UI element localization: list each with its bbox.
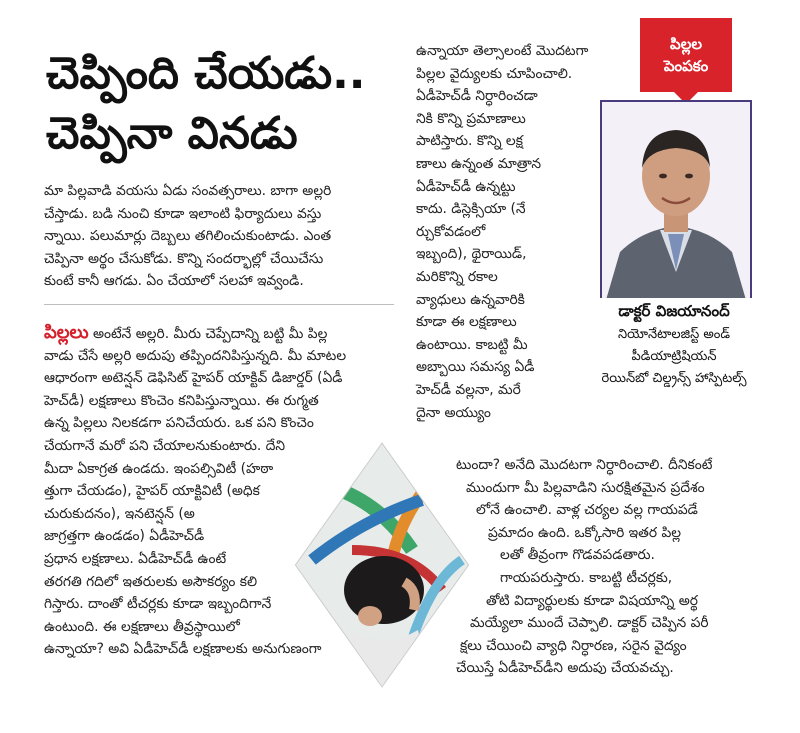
middle-line: ర్చుకోవడంలో (416, 223, 486, 240)
bottom-line: క్షలు చేయించి వ్యాధి నిర్ధారణ, సరైన వైద్యం (460, 637, 687, 654)
badge-line-2: పెంపకం (663, 57, 709, 75)
answer-line: చురుకుదనం), ఇనటెన్షన్ (అ (44, 505, 195, 522)
doctor-photo (600, 100, 752, 302)
answer-first-line-rest: అంటేనే అల్లరి. మీరు చెప్పేదాన్ని బట్టి మీ పిల్ల (88, 326, 328, 342)
answer-line: వాడు చేసే అల్లరి అదుపు తప్పిందనిపిస్తున్నది. మీ మాటల (44, 347, 347, 364)
bottom-line: టుందా? అనేది మొదటగా నిర్ధారించాలి. దీనికంటే (456, 457, 713, 473)
doctor-title-1: నియోనేటాలజిస్ట్ అండ్ (618, 327, 730, 342)
middle-line: హెచ్‌డీ వల్లనా, మరే (416, 381, 521, 398)
answer-line: ఉంటుంది. ఈ లక్షణాలు తీవ్రస్థాయిలో (44, 618, 240, 635)
answer-line: త్తుగా చేయడం), హైపర్ యాక్టివిటీ (అధిక (44, 483, 260, 500)
answer-line: హెచ్‌డీ) లక్షణాలు కొంచెం కనిపిస్తున్నాయి. ఈ రుగ్మత (44, 392, 319, 409)
bottom-line: మయ్యేలా ముందే చెప్పాలి. డాక్టర్ చెప్పిన పరీ (470, 615, 709, 632)
bottom-line: తోటి విద్యార్థులకు కూడా విషయాన్ని అర్థ (486, 592, 698, 609)
answer-line: జాగ్రత్తగా ఉండడం) ఏడీహెచ్‌డీ (44, 528, 205, 545)
middle-line: కాదు. డిస్లెక్సియా (నే (416, 201, 526, 218)
headline-line-1: చెప్పింది చేయడు.. (46, 48, 366, 99)
middle-line: ణాలు ఉన్నంత మాత్రాన (416, 155, 542, 172)
answer-line: మీదా ఏకాగ్రత ఉండదు. ఇంపల్సివిటీ (హఠా (44, 460, 274, 477)
middle-line: కూడా ఈ లక్షణాలు (416, 314, 517, 331)
answer-drop-word: పిల్లలు (44, 322, 89, 343)
middle-line: అబ్బాయి సమస్య ఏడీ (416, 359, 535, 376)
answer-line: తరగతి గదిలో ఇతరులకు అసౌకర్యం కలి (44, 573, 258, 590)
middle-line: పిల్లల వైద్యులకు చూపించాలి. (416, 65, 573, 82)
answer-line: ఆధారంగా అటెన్షన్ డెఫిసిట్ హైపర్ యాక్టివ్ డిజార్డర్ (ఏడీ (44, 370, 343, 387)
middle-line: ఉంటాయి. కాబట్టి మీ (416, 336, 528, 353)
bottom-line: చేయిస్తే ఏడీహెచ్‌డీని అదుపు చేయవచ్చు. (456, 660, 674, 677)
badge-line-1: పిల్లల (670, 35, 702, 53)
child-with-arrows-illustration-icon (292, 440, 472, 690)
bottom-line: ముందుగా మీ పిల్లవాడిని సురక్షితమైన ప్రదేశం (466, 479, 705, 496)
question-line: కుంటే కానీ ఆగడు. ఏం చేయాలో సలహా ఇవ్వండి. (44, 273, 304, 290)
middle-line: ఇబ్బంది), థైరాయిడ్, (416, 246, 527, 263)
bottom-line: లోనే ఉంచాలి. వాళ్ల చర్యల వల్ల గాయపడే (476, 502, 698, 519)
middle-line: ఏడీహెచ్‌డీ నిర్ధారించడా (416, 88, 538, 105)
middle-line: వ్యాధులు ఉన్నవారికి (416, 291, 525, 308)
question-line: మా పిల్లవాడి వయసు ఏడు సంవత్సరాలు. బాగా అల్లరి (44, 183, 332, 199)
answer-line: గిస్తారు. దాంతో టీచర్లకు కూడా ఇబ్బందిగానే (44, 596, 272, 613)
question-block (44, 180, 394, 293)
bottom-line: ప్రమాదం ఉంది. ఒక్కోసారి ఇతర పిల్ల (488, 524, 682, 541)
doctor-portrait-icon (602, 102, 750, 300)
answer-line: ప్రధాన లక్షణాలు. ఏడీహెచ్‌డీ ఉంటే (44, 550, 227, 567)
question-line: చేస్తాడు. బడి నుంచి కూడా ఇలాంటి ఫిర్యాదులు వస్తు (44, 205, 322, 222)
doctor-name: డాక్టర్ విజయానంద్ (618, 302, 730, 320)
question-line: చెప్పినా అర్థం చేసుకోడు. కొన్ని సందర్భాల్లో చేయిచేసు (44, 250, 324, 267)
middle-line: ఉన్నాయా తెల్సాలంటే మొదటగా (416, 43, 589, 59)
headline-line-2: చెప్పినా వినడు (46, 108, 298, 159)
middle-line: నికి కొన్ని ప్రమాణాలు (416, 110, 526, 127)
bottom-line: లతో తీవ్రంగా గొడవపడతారు. (500, 547, 655, 564)
answer-line: చేయగానే మరో పని చేయాలనుకుంటారు. దేని (44, 437, 286, 454)
answer-line: ఉన్నాయా? అవి ఏడీహెచ్‌డీ లక్షణాలకు అనుగుణంగా (44, 641, 322, 658)
section-divider (44, 304, 394, 305)
answer-first-line (44, 322, 404, 345)
section-badge (640, 18, 732, 92)
middle-line: పాటిస్తారు. కొన్ని లక్ష (416, 133, 523, 150)
middle-column (416, 40, 596, 424)
middle-line: దైనా అయ్యుం (416, 404, 491, 421)
bottom-line: గాయపరుస్తారు. కాబట్టి టీచర్లకు, (500, 569, 673, 586)
middle-line: ఏడీహెచ్‌డీ ఉన్నట్టు (416, 178, 516, 195)
question-line: న్నాయి. పలుమార్లు దెబ్బలు తగిలించుకుంటాడు. ఎంత (44, 228, 332, 245)
doctor-title-2: పీడియాట్రిషియన్ (631, 349, 717, 364)
doctor-hospital: రెయిన్‌బో చిల్డ్రన్స్ హాస్పిటల్స్ (601, 371, 747, 386)
middle-line: మరికొన్ని రకాల (416, 268, 498, 285)
doctor-caption (583, 298, 765, 410)
bottom-right-text (456, 454, 776, 680)
answer-line: ఉన్న పిల్లలు నిలకడగా పనిచేయరు. ఒక పని కొంచెం (44, 415, 314, 432)
